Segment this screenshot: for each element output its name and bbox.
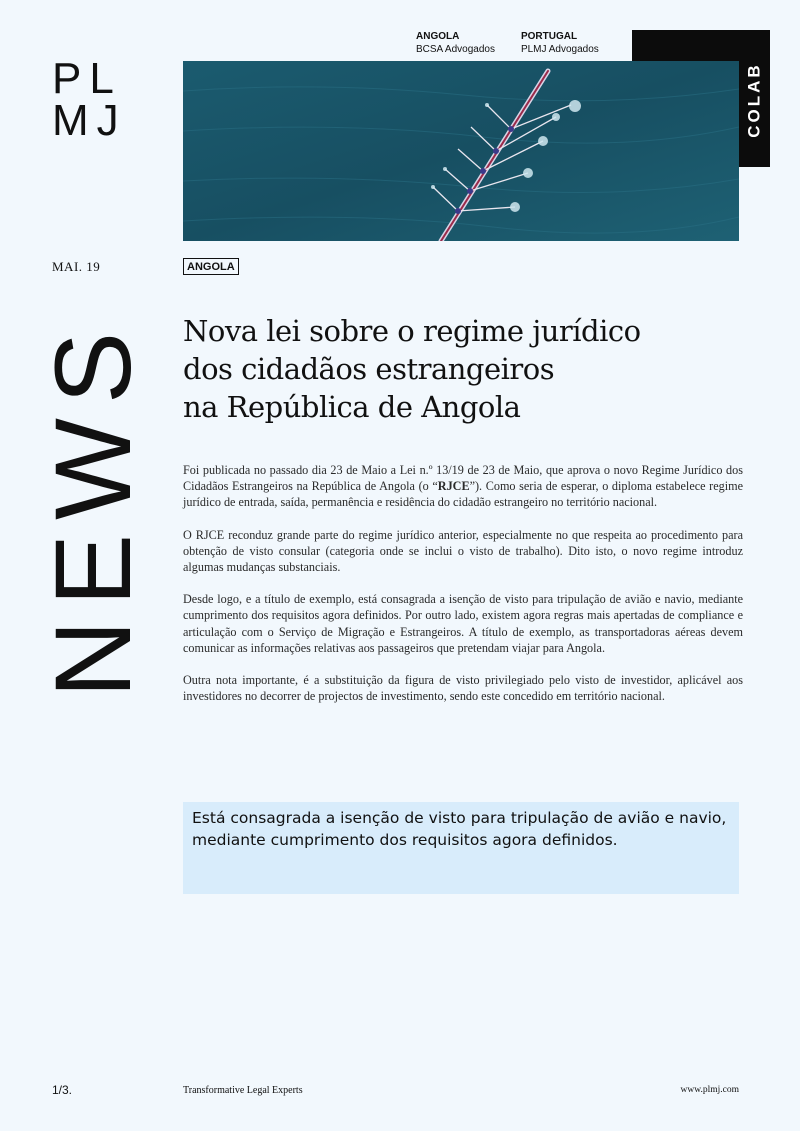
office-firm: PLMJ Advogados — [520, 44, 599, 55]
paragraph-1 — [183, 462, 743, 511]
page-number: 1/3. — [52, 1083, 73, 1097]
office-list — [416, 30, 599, 56]
plmj-logo — [52, 54, 136, 145]
logo-line-1: PL — [52, 54, 122, 103]
section-title — [32, 318, 153, 698]
office-country: ANGOLA — [416, 31, 460, 42]
hero-image — [183, 61, 739, 241]
headline-line: na República de Angola — [183, 390, 521, 424]
pull-quote: Está consagrada a isenção de visto para tripulação de avião e navio, mediante cumprimento dos requisitos agora definidos. — [183, 802, 739, 894]
paragraph-text: ”). Como seria de esperar, o diploma estabelece regime jurídico de entrada, saída, permanência e residência do cidadão estrangeiro no território nacional. — [183, 479, 744, 510]
paragraph-4: Outra nota importante, é a substituição da figura de visto privilegiado pelo visto de investidor, aplicável aos investidores no decorrer de projectos de investimento, sendo este concedido em território nacional. — [183, 673, 743, 704]
colab-label — [740, 40, 770, 160]
colab-text: COLAB — [745, 62, 765, 138]
rjce-abbreviation: RJCE — [437, 479, 470, 494]
logo-line-2: MJ — [52, 96, 127, 145]
country-tag: ANGOLA — [183, 258, 239, 275]
article-body — [183, 462, 743, 720]
news-vertical-text: NEWS — [32, 318, 153, 698]
headline — [183, 312, 743, 426]
office-country: PORTUGAL — [520, 31, 578, 42]
paragraph-text: Foi publicada no passado dia 23 de Maio a Lei n.º 13/19 de 23 de Maio, que aprova o novo Regime Jurídico dos Cidadãos Estrangeiros na República de Angola (o “ — [183, 463, 743, 494]
publication-date: MAI. 19 — [52, 259, 101, 274]
footer-tagline: Transformative Legal Experts — [183, 1085, 303, 1096]
paragraph-2: O RJCE reconduz grande parte do regime jurídico anterior, especialmente no que respeita ao procedimento para obtenção de visto consular (categoria onde se inclui o visto de trabalho). Dito isto, o novo regime introduz algumas mudanças substanciais. — [183, 527, 743, 575]
rowing-boat-illustration — [183, 61, 739, 241]
office-portugal — [521, 30, 599, 56]
office-angola — [416, 30, 495, 56]
headline-line: dos cidadãos estrangeiros — [183, 352, 555, 386]
headline-line: Nova lei sobre o regime jurídico — [183, 314, 641, 348]
paragraph-3: Desde logo, e a título de exemplo, está consagrada a isenção de visto para tripulação de avião e navio, mediante cumprimento dos requisitos agora definidos. Por outro lado, existem agora regras mais apertadas de compliance e articulação com o Serviço de Migração e Estrangeiros. A título de exemplo, as transportadoras aéreas devem comunicar as informações relativas aos passageiros que pretendam viajar para Angola. — [183, 592, 743, 655]
footer-url-link[interactable]: www.plmj.com — [680, 1085, 739, 1095]
office-firm: BCSA Advogados — [416, 44, 495, 55]
